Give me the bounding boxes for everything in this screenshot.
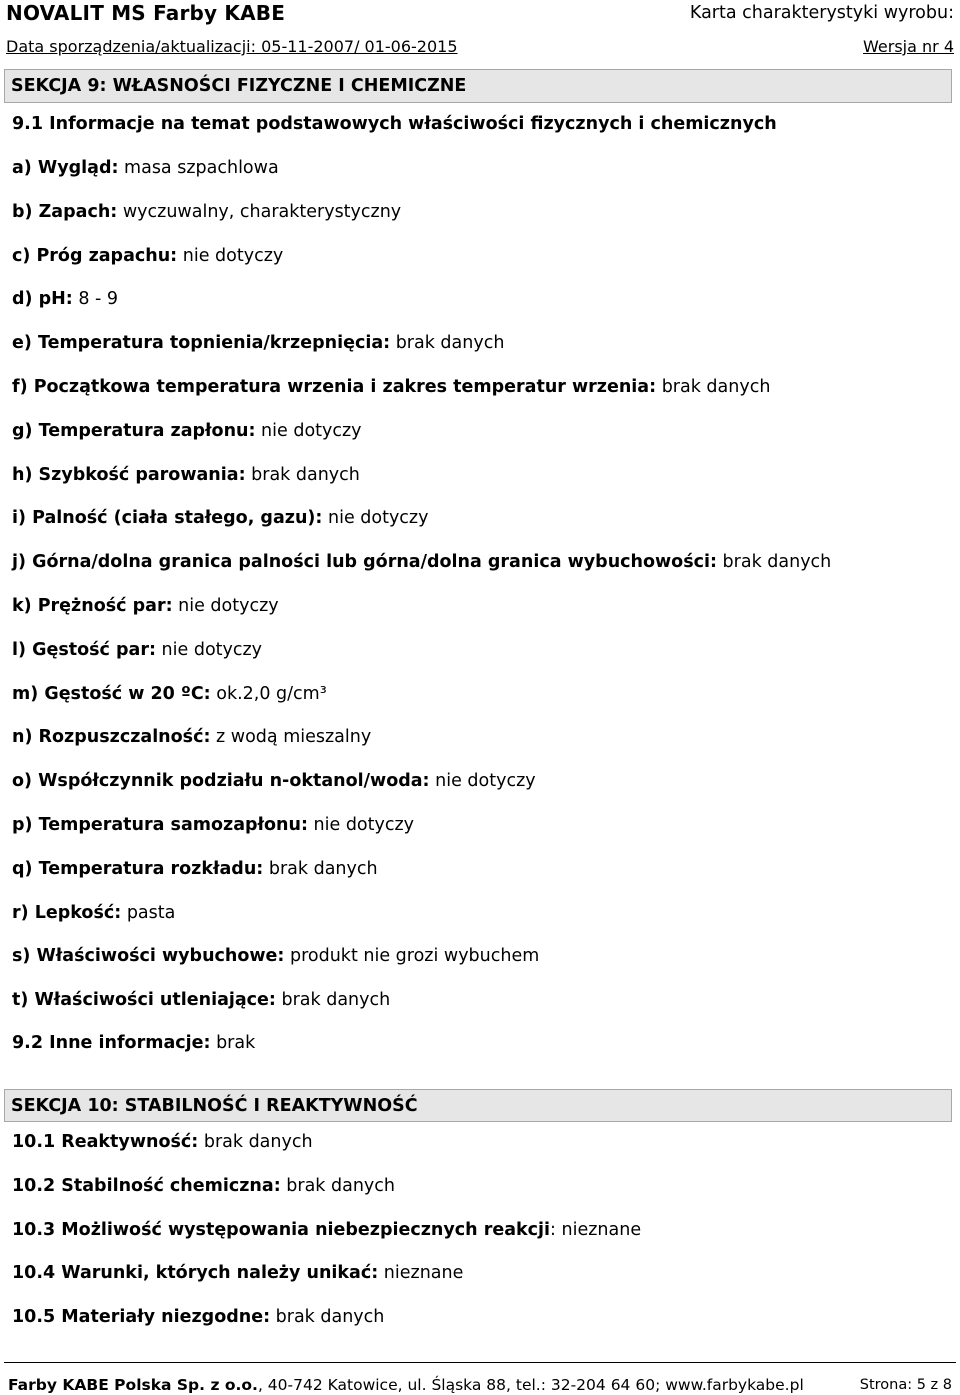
row-value: nie dotyczy [172,596,279,616]
row-label: n) Rozpuszczalność: [12,727,211,748]
row-label: m) Gęstość w 20 ºC: [12,683,211,704]
row-label: l) Gęstość par: [12,639,156,660]
row-label: p) Temperatura samozapłonu: [12,815,308,835]
row-label: g) Temperatura zapłonu: [12,420,256,441]
footer-company-info [8,1376,804,1394]
row-value: brak danych [263,858,378,879]
row-value: z wodą mieszalny [210,727,372,748]
row-value: brak danych [198,1132,313,1152]
row-value: wyczuwalny, charakterystyczny [117,201,402,222]
row-value: brak [210,1033,256,1053]
section-10-title: SEKCJA 10: STABILNOŚĆ I REAKTYWNOŚĆ [11,1095,418,1116]
document-version: Wersja nr 4 [863,37,954,56]
document-type: Karta charakterystyki wyrobu: [689,3,954,23]
row-label: k) Prężność par: [12,596,173,616]
section-9-2-row [12,1032,255,1054]
property-row [12,507,428,529]
property-row [12,1131,313,1153]
row-value: pasta [121,902,176,923]
row-label: r) Lepkość: [12,902,122,923]
row-value: nie dotyczy [155,639,263,660]
property-row [12,288,118,310]
row-label: 10.5 Materiały niezgodne: [12,1307,271,1328]
property-row [12,858,378,880]
property-row [12,1306,384,1328]
section-9-1-heading: 9.1 Informacje na temat podstawowych właściwości fizycznych i chemicznych [12,114,777,134]
row-value: ok.2,0 g/cm³ [210,683,327,704]
row-value: brak danych [270,1307,385,1328]
company-name: Farby KABE Polska Sp. z o.o. [8,1376,258,1394]
property-row [12,1219,641,1241]
row-value: brak danych [275,990,391,1011]
property-row [12,157,279,179]
row-value: nie dotyczy [307,815,415,835]
row-value: nie dotyczy [322,508,429,529]
row-value: nie dotyczy [177,245,284,266]
row-value: brak danych [245,464,360,485]
company-address: , 40-742 Katowice, ul. Śląska 88, tel.: 32-204 64 60; www.farbykabe.pl [257,1376,804,1394]
row-label: s) Właściwości wybuchowe: [12,946,285,967]
row-label: h) Szybkość parowania: [12,464,246,485]
row-value: brak danych [390,333,505,354]
page-number: Strona: 5 z 8 [859,1377,952,1393]
row-value: produkt nie grozi wybuchem [284,946,540,967]
property-row [12,902,175,924]
row-value: nieznane [378,1263,464,1284]
property-row [12,245,283,267]
document-header [6,0,954,60]
row-label: i) Palność (ciała stałego, gazu): [12,508,323,529]
property-row [12,1262,463,1284]
row-label: 10.3 Możliwość występowania niebezpiecznych reakcji [12,1219,551,1240]
section-9-header [4,69,952,103]
row-value: brak danych [656,377,771,397]
row-label: d) pH: [12,289,73,310]
property-row [12,420,362,442]
property-row [12,1175,395,1197]
row-value: masa szpachlowa [118,158,279,178]
row-value: nie dotyczy [255,420,362,441]
row-label: a) Wygląd: [12,158,119,178]
row-label: c) Próg zapachu: [12,245,178,266]
row-label: b) Zapach: [12,201,118,222]
property-row [12,770,536,792]
section-10-header [4,1089,952,1122]
row-value: brak danych [716,552,832,573]
property-row [12,989,390,1011]
property-row [12,945,539,967]
row-label: f) Początkowa temperatura wrzenia i zakres temperatur wrzenia: [12,377,657,397]
row-value: nie dotyczy [429,771,536,792]
product-title: NOVALIT MS Farby KABE [6,1,286,25]
footer-divider [4,1362,956,1363]
row-label: 10.4 Warunki, których należy unikać: [12,1263,379,1284]
property-row [12,201,401,223]
row-label: j) Górna/dolna granica palności lub górna/dolna granica wybuchowości: [12,552,717,573]
row-label: q) Temperatura rozkładu: [12,858,264,879]
row-label: t) Właściwości utleniające: [12,990,276,1011]
section-9-title: SEKCJA 9: WŁASNOŚCI FIZYCZNE I CHEMICZNE [11,76,467,96]
property-row [12,683,327,705]
row-label: e) Temperatura topnienia/krzepnięcia: [12,333,391,354]
row-label: 10.1 Reaktywność: [12,1132,199,1152]
property-row [12,332,504,354]
row-value: brak danych [280,1175,395,1196]
row-label: 10.2 Stabilność chemiczna: [12,1175,281,1196]
property-row [12,814,414,836]
document-date: Data sporządzenia/aktualizacji: 05-11-2007/ 01-06-2015 [6,37,458,56]
row-value: : nieznane [550,1219,642,1240]
property-row [12,464,360,486]
property-row [12,551,831,573]
row-label: o) Współczynnik podziału n-oktanol/woda: [12,771,430,792]
property-row [12,639,262,661]
property-row [12,595,279,617]
row-value: 8 - 9 [72,289,119,310]
property-row [12,376,770,398]
row-label: 9.2 Inne informacje: [12,1033,211,1053]
property-row [12,726,371,748]
